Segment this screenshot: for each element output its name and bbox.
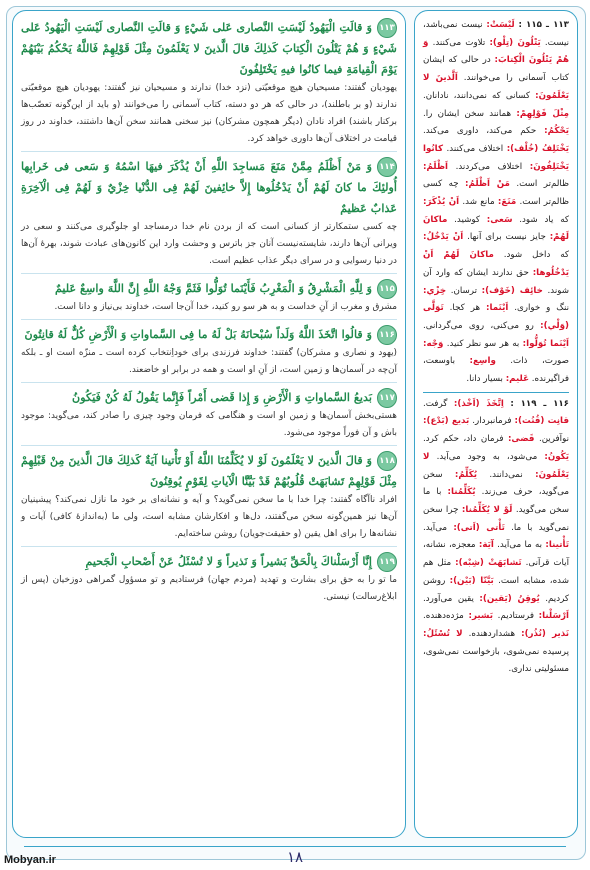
glossary-word: اَنْ يَدْخُلُ: bbox=[423, 232, 464, 243]
glossary-content bbox=[423, 17, 569, 679]
glossary-entries-1 bbox=[423, 20, 569, 384]
verse-translation: افراد ناآگاه گفتند: چرا خدا با ما سخن نمى‌گويد؟ و آيه و نشانه‌اى بر خود ما نازل نمى‌كند؟ پيشينيان آن‌ها نيز همين‌گونه سخن مى‌گفتند، دل‌ها و افكارشان مشابه است، ولى ما (به‌اندازۀ كافى) آيات و نشانه‌ها را براى اهل يقين (و حقيقت‌جويان) روشن ساخته‌ايم. bbox=[21, 495, 397, 539]
glossary-meaning: بسيار دانا. bbox=[466, 374, 503, 385]
glossary-meaning: به ما مى‌آيد. bbox=[497, 540, 543, 551]
glossary-meaning: چرا سخن نمى‌گويد با ما. bbox=[423, 504, 569, 533]
glossary-word: مَنَعَ: bbox=[497, 197, 517, 208]
verse-arabic-text: وَ قالَتِ الْيَهُودُ لَيْسَتِ النَّصارى عَلى شَيْءٍ وَ قالَتِ النَّصارى لَيْسَتِ الْيَهُودُ عَلى شَيْءٍ وَ هُمْ يَتْلُونَ الْكِتابَ كَذلِكَ قالَ الَّذينَ لا يَعْلَمُونَ مِثْلَ قَوْلِهِمْ فَاللَّهُ يَحْكُمُ بَيْنَهُمْ يَوْمَ الْقِيامَةِ فيما كانُوا فيهِ يَخْتَلِفُونَ bbox=[21, 20, 397, 76]
glossary-meaning: نيست نمى‌باشد، نيست. bbox=[423, 20, 570, 48]
glossary-meaning: روشن كرديم. bbox=[423, 575, 569, 604]
verse-block bbox=[21, 387, 397, 446]
glossary-meaning: ننگ و خوارى. bbox=[514, 303, 570, 314]
verse-arabic bbox=[21, 324, 397, 345]
glossary-word: قانِت (قُنُت): bbox=[514, 416, 570, 427]
glossary-meaning: ترسان. bbox=[450, 285, 478, 296]
verse-divider bbox=[21, 273, 397, 274]
glossary-header-2: ۱۱۶ ـ ۱۱۹ : bbox=[510, 398, 569, 409]
verse-arabic bbox=[21, 551, 397, 572]
verse-translation: هستى‌بخش آسمان‌ها و زمين او است و هنگامى كه فرمان وجود چيزى را صادر كند، مى‌گويد: موجود باش و آن فوراً موجود مى‌شود. bbox=[21, 411, 397, 438]
glossary-meaning: كسانى كه نمى‌دانند، نادانان. bbox=[423, 90, 531, 101]
glossary-entries-2 bbox=[423, 399, 569, 675]
glossary-word: مِثْلَ قَوْلِهِمْ: bbox=[516, 108, 569, 119]
verse-translation: مشرق و مغرب از آنِ خداست و به هر سو رو كنيد، خدا آن‌جا است، خداوند بى‌نياز و دانا است. bbox=[54, 302, 397, 312]
glossary-meaning: رو مى‌كنى، روى مى‌گردانى. bbox=[423, 320, 534, 331]
glossary-meaning: مژده‌دهنده. bbox=[423, 611, 464, 622]
verse-arabic bbox=[21, 387, 397, 408]
verse-arabic bbox=[21, 278, 397, 299]
site-watermark[interactable]: Mobyan.ir bbox=[4, 854, 56, 866]
glossary-word: بَديع (بَدْع): bbox=[423, 416, 470, 427]
glossary-word: يَكُونُ: bbox=[544, 451, 569, 462]
verse-arabic-text: بَديعُ السَّماواتِ وَ الْأَرْضِ وَ إِذا قَضى أَمْراً فَإِنَّما يَقُولُ لَهُ كُنْ فَيَكُونُ bbox=[72, 390, 372, 404]
page-number: ۱۸ bbox=[286, 848, 304, 866]
glossary-word: اِتَّخَذَ (اَخْذ): bbox=[453, 398, 504, 409]
glossary-word: تَوَلَّى (وَلْي): bbox=[423, 303, 569, 331]
glossary-word: لا يَعْلَمُونَ: bbox=[423, 451, 569, 480]
verses-panel bbox=[12, 10, 406, 838]
verse-translation: يهوديان گفتند: مسيحيان هيچ موقعيّتى (نزد خدا) ندارند و مسيحيان نيز گفتند: يهوديان هيچ موقعيّتى ندارند (و بر باطلند)، در حالى كه هر دو دسته، كتاب آسمانى را مى‌خوانند (و بايد از اين‌گونه تعصّب‌ها بركنار باشند) افراد نادان (ديگر همچون مشركان) نيز سخنى همانند سخن آن‌ها داشتند، خداوند در روز قيامت در اختلاف آن‌ها داورى خواهد كرد. bbox=[21, 83, 397, 144]
glossary-section-2 bbox=[423, 396, 569, 679]
glossary-word: آيَة: bbox=[478, 540, 494, 551]
glossary-meaning: مانع شد. bbox=[462, 197, 495, 208]
verses-list bbox=[21, 17, 397, 609]
glossary-word: تَأْتى (اَتى): bbox=[453, 522, 505, 533]
glossary-meaning: كوشيد. bbox=[454, 214, 481, 225]
glossary-meaning: تلاوت مى‌كنند. bbox=[432, 37, 486, 48]
glossary-word: لا تُسْئَلُ: bbox=[423, 628, 463, 639]
glossary-meaning: در حالى كه ايشان كتاب آسمانى را مى‌خوانند. bbox=[423, 55, 569, 84]
glossary-word: تَأْتينا: bbox=[545, 540, 570, 551]
glossary-word: قَضى: bbox=[507, 434, 535, 445]
verse-divider bbox=[21, 382, 397, 383]
glossary-word: بَشير: bbox=[468, 611, 493, 622]
glossary-word: لَيْسَتْ: bbox=[486, 20, 515, 30]
glossary-meaning: سخن مى‌گويد، حرف مى‌زند. bbox=[423, 469, 569, 498]
glossary-meaning: باوسعت، فراگيرنده. bbox=[423, 356, 569, 385]
verse-number-badge: ۱۱۴ bbox=[377, 157, 397, 177]
footer-divider bbox=[24, 846, 566, 847]
glossary-word: خائِف (خَوْف): bbox=[481, 285, 543, 296]
verse-arabic-text: وَ قالَ الَّذينَ لا يَعْلَمُونَ لَوْ لا يُكَلِّمُنَا اللَّهُ أَوْ تَأْتينا آيَةٌ كَذلِكَ قالَ الَّذينَ مِنْ قَبْلِهِمْ مِثْلَ قَوْلِهِمْ تَشابَهَتْ قُلُوبُهُمْ قَدْ بَيَّنَّا الْآياتِ لِقَوْمٍ يُوقِنُونَ bbox=[21, 453, 397, 488]
verse-number-badge: ۱۱۸ bbox=[377, 451, 397, 471]
verse-arabic-text: وَ لِلَّهِ الْمَشْرِقُ وَ الْمَغْرِبُ فَأَيْنَما تُوَلُّوا فَثَمَّ وَجْهُ اللَّهِ إِنَّ اللَّهَ واسِعٌ عَليمٌ bbox=[54, 281, 372, 295]
glossary-word: وَجْه: bbox=[423, 338, 444, 349]
verse-arabic bbox=[21, 156, 397, 219]
verse-arabic-text: وَ قالُوا اتَّخَذَ اللَّهُ وَلَداً سُبْحانَهُ بَلْ لَهُ ما فِى السَّماواتِ وَ الْأَرْضِ كُلٌّ لَهُ قانِتُونَ bbox=[24, 327, 372, 341]
glossary-meaning: حق ندارند ايشان كه وارد آن شوند. bbox=[423, 267, 570, 296]
glossary-word: يُكَلِّمُنا: bbox=[447, 487, 476, 498]
glossary-word: اَلَّذينَ لا يَعْلَمُونَ: bbox=[423, 73, 569, 101]
glossary-meaning: اختلاف مى‌كنند. bbox=[446, 143, 504, 154]
glossary-meaning: فرمانبردار. bbox=[472, 416, 512, 427]
verse-block bbox=[21, 278, 397, 320]
glossary-word: يَتْلُونَ (تِلْو): bbox=[489, 37, 541, 48]
glossary-section-1 bbox=[423, 17, 569, 389]
glossary-meaning: چه كسى ظالم‌تر است. bbox=[423, 179, 570, 208]
verse-translation: ما تو را به حق براى بشارت و تهديد (مردم جهان) فرستاديم و تو مسؤول گمراهى دوزخيان (پس از ابلاغ‌رسالت) نيستى. bbox=[21, 575, 397, 602]
glossary-meaning: مى‌آيد. bbox=[423, 522, 448, 533]
glossary-meaning: پرسيده نمى‌شوى، بازخواست نمى‌شوى، مسئوليتى ندارى. bbox=[423, 646, 569, 675]
verse-number-badge: ۱۱۹ bbox=[377, 552, 397, 572]
verse-arabic-text: إِنَّا أَرْسَلْناكَ بِالْحَقِّ بَشيراً وَ نَذيراً وَ لا تُسْئَلُ عَنْ أَصْحابِ الْجَحيمِ bbox=[85, 554, 372, 568]
glossary-word: اَنْ يُذْكَرَ: bbox=[423, 197, 460, 208]
glossary-word: واسِع: bbox=[469, 356, 496, 367]
glossary-meaning: اختلاف مى‌كردند. bbox=[455, 161, 523, 172]
glossary-meaning: هشداردهنده. bbox=[468, 628, 516, 639]
glossary-meaning: معجزه، نشانه، آيات قرآنى. bbox=[423, 540, 570, 569]
glossary-meaning: صورت، ذات. bbox=[510, 356, 569, 367]
verse-divider bbox=[21, 319, 397, 320]
verse-arabic bbox=[21, 17, 397, 80]
glossary-word: يَخْتَلِفُ (خُلْف): bbox=[506, 143, 569, 154]
glossary-word: عَليم: bbox=[505, 374, 530, 385]
glossary-word: يَحْكُمُ: bbox=[544, 126, 570, 137]
glossary-meaning: همانند سخن ايشان را. bbox=[423, 108, 512, 119]
verse-arabic bbox=[21, 450, 397, 492]
glossary-header-1: ۱۱۳ ـ ۱۱۵ : bbox=[518, 20, 569, 30]
glossary-word: لَوْ لا يُكَلِّمُنا: bbox=[461, 504, 513, 515]
glossary-word: خِزْي: bbox=[423, 285, 447, 296]
glossary-divider bbox=[423, 392, 569, 393]
glossary-meaning: مى‌شود، به وجود مى‌آيد. bbox=[436, 451, 538, 462]
glossary-meaning: حكم مى‌كند، داورى مى‌كند. bbox=[423, 126, 537, 137]
glossary-panel bbox=[414, 10, 578, 838]
verse-translation: چه كسى ستمكارتر از كسانى است كه از بردن نام خدا درمساجد او جلوگيرى مى‌كنند و سعى در ويرانى آن‌ها دارند، شايسته‌نيست آنان جز باترس و وحشت وارد اين كانون‌هاى عبادت شوند، بهرۀ آن‌ها در دنيا رسوايى و در سراى ديگر عذاب عظيم است. bbox=[21, 222, 397, 266]
verse-block bbox=[21, 551, 397, 606]
glossary-meaning: كه ياد شود. bbox=[519, 214, 569, 225]
glossary-word: سَعى: bbox=[486, 214, 513, 225]
verse-number-badge: ۱۱۷ bbox=[377, 388, 397, 408]
glossary-word: يُكَلِّمُ: bbox=[454, 469, 478, 480]
glossary-meaning: نوآفرين. bbox=[538, 434, 569, 445]
glossary-meaning: با ما سخن مى‌گويد. bbox=[423, 487, 570, 515]
glossary-word: اَيْنَما: bbox=[485, 303, 509, 314]
glossary-meaning: فرمان داد، حكم كرد. bbox=[423, 434, 504, 445]
glossary-word: بَيَّنّا (بَيْن): bbox=[449, 575, 494, 586]
glossary-meaning: مثل هم شده، مشابه است. bbox=[423, 558, 569, 586]
verse-divider bbox=[21, 151, 397, 152]
verse-block bbox=[21, 450, 397, 547]
glossary-word: نَذير (نُذُر): bbox=[521, 628, 570, 639]
verse-divider bbox=[21, 546, 397, 547]
verse-arabic-text: وَ مَنْ أَظْلَمُ مِمَّنْ مَنَعَ مَساجِدَ اللَّهِ أَنْ يُذْكَرَ فيهَا اسْمُهُ وَ سَعى فى خَرابِها أُولئِكَ ما كانَ لَهُمْ أَنْ يَدْخُلُوها إِلاَّ خائِفينَ لَهُمْ فِى الدُّنْيا خِزْيٌ وَ لَهُمْ فِى الْآخِرَةِ عَذابٌ عَظيمٌ bbox=[21, 159, 397, 215]
verse-number-badge: ۱۱۵ bbox=[377, 279, 397, 299]
glossary-meaning: ظالم‌تر است. bbox=[516, 179, 569, 190]
verse-block bbox=[21, 324, 397, 383]
glossary-meaning: هر كجا. bbox=[449, 303, 481, 314]
glossary-word: ماكانَ لَهُمْ اَنْ يَدْخُلُوها: bbox=[423, 250, 569, 278]
glossary-word: اَظْلَمُ: bbox=[423, 161, 448, 172]
verse-translation: (يهود و نصارى و مشركان) گفتند: خداوند فرزندى براى خوداِنتخاب كرده است ـ منزّه است او ـ بلكه آن‌چه در آسمان‌ها و زمين است، از آنِ او است و همه در برابر او خاضعند. bbox=[21, 348, 397, 375]
glossary-word: اَيْنَما تُوَلُّوا: bbox=[522, 338, 570, 349]
glossary-word: وَ هُمْ يَتْلُونَ الْكِتابَ: bbox=[423, 37, 570, 66]
glossary-word: اَرْسَلْنا: bbox=[538, 611, 569, 622]
glossary-meaning: جايز نيست براى آنها. bbox=[467, 232, 546, 243]
verse-number-badge: ۱۱۳ bbox=[377, 18, 397, 38]
glossary-word: تَشابَهَتْ (شِبْه): bbox=[455, 558, 522, 569]
verse-block bbox=[21, 17, 397, 152]
glossary-meaning: كه داخل شود. bbox=[503, 250, 570, 261]
glossary-word: ماكانَ لَهُمْ: bbox=[423, 214, 569, 243]
glossary-meaning: يقين مى‌آورد. bbox=[423, 593, 474, 604]
glossary-word: مَنْ اَظْلَمُ: bbox=[465, 179, 510, 190]
verse-block bbox=[21, 156, 397, 274]
glossary-meaning: گرفت. bbox=[423, 398, 448, 409]
verse-divider bbox=[21, 445, 397, 446]
glossary-meaning: نمى‌دانند. bbox=[489, 469, 523, 480]
verse-number-badge: ۱۱۶ bbox=[377, 325, 397, 345]
glossary-meaning: فرستاديم. bbox=[497, 611, 534, 622]
glossary-meaning: به هر سو نظر كنيد. bbox=[446, 338, 520, 349]
glossary-word: يُوقِنُ (يَقين): bbox=[479, 593, 540, 604]
glossary-word: كانُوا يَخْتَلِفُونَ: bbox=[423, 143, 570, 172]
